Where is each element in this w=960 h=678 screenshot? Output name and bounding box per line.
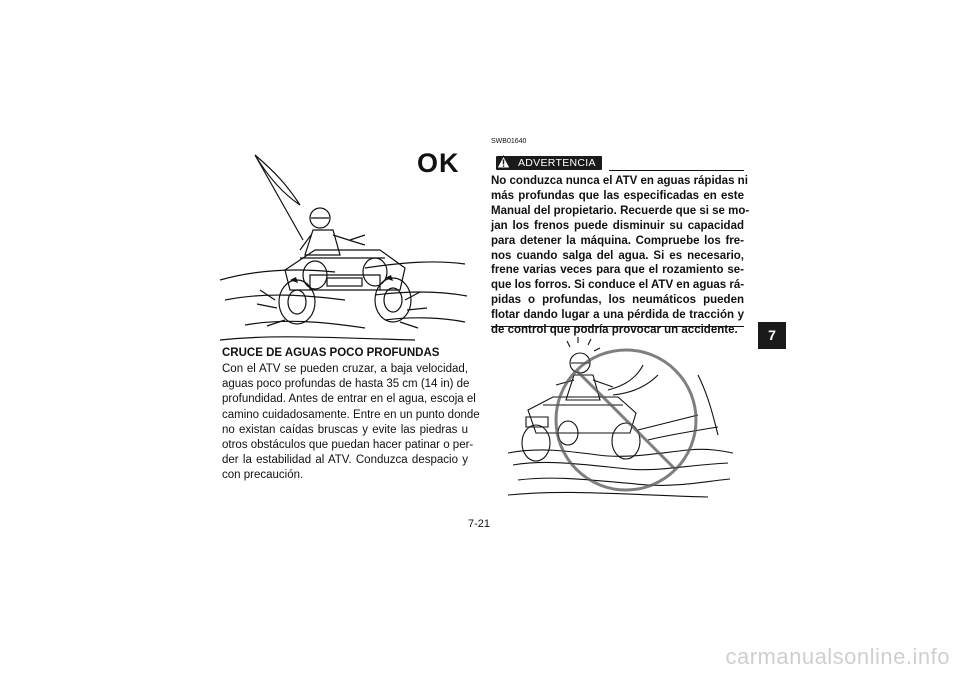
section-heading: CRUCE DE AGUAS POCO PROFUNDAS xyxy=(222,347,440,359)
warning-header xyxy=(491,153,744,173)
warning-line: No conduzca nunca el ATV en aguas rápidas ni xyxy=(491,175,748,187)
warning-code: SWB01640 xyxy=(491,138,527,145)
page-number: 7-21 xyxy=(468,518,491,530)
warning-line: jan los frenos puede disminuir su capacidad xyxy=(491,219,744,232)
chapter-tab: 7 xyxy=(758,322,786,349)
warning-line: más profundas que las especificadas en este xyxy=(491,189,744,202)
warning-line: que los forros. Si conduce el ATV en aguas rá- xyxy=(491,279,745,292)
warning-line: nos cuando salga del agua. Si es necesario, xyxy=(491,249,744,262)
warning-line: para detener la máquina. Compruebe los fre- xyxy=(491,234,744,247)
warning-line: frene varias veces para que el rozamiento se- xyxy=(491,264,744,277)
body-line: no existan caídas bruscas y evite las piedras u xyxy=(222,423,468,436)
warning-line: de control que podría provocar un accidente. xyxy=(491,324,738,337)
watermark: carmanualsonline.info xyxy=(725,644,950,669)
body-line: Con el ATV se pueden cruzar, a baja velocidad, xyxy=(222,363,468,375)
body-line: con precaución. xyxy=(222,469,304,482)
warning-triangle-icon xyxy=(496,155,511,169)
warning-line: flotar dando lugar a una pérdida de tracción y xyxy=(491,309,744,322)
section-body xyxy=(222,362,480,484)
body-line: aguas poco profundas de hasta 35 cm (14 in) de xyxy=(222,378,470,391)
warning-body xyxy=(491,174,750,338)
warning-line: pidas o profundas, los neumáticos pueden xyxy=(491,294,744,307)
body-line: der la estabilidad al ATV. Conduzca despacio y xyxy=(222,454,468,467)
ok-label: OK xyxy=(417,148,460,178)
warning-badge: ADVERTENCIA xyxy=(496,156,602,170)
body-line: camino cuidadosamente. Entre en un punto donde xyxy=(222,408,480,421)
body-line: profundidad. Antes de entrar en el agua, escoja el xyxy=(222,393,476,406)
atv-shallow-water-illustration xyxy=(215,150,470,345)
atv-deep-water-prohibited-illustration xyxy=(508,335,733,500)
warning-rule xyxy=(609,170,744,171)
warning-line: Manual del propietario. Recuerde que si se mo- xyxy=(491,204,750,217)
body-line: otros obstáculos que puedan hacer patinar o per- xyxy=(222,439,474,452)
warning-bottom-rule xyxy=(491,326,744,327)
